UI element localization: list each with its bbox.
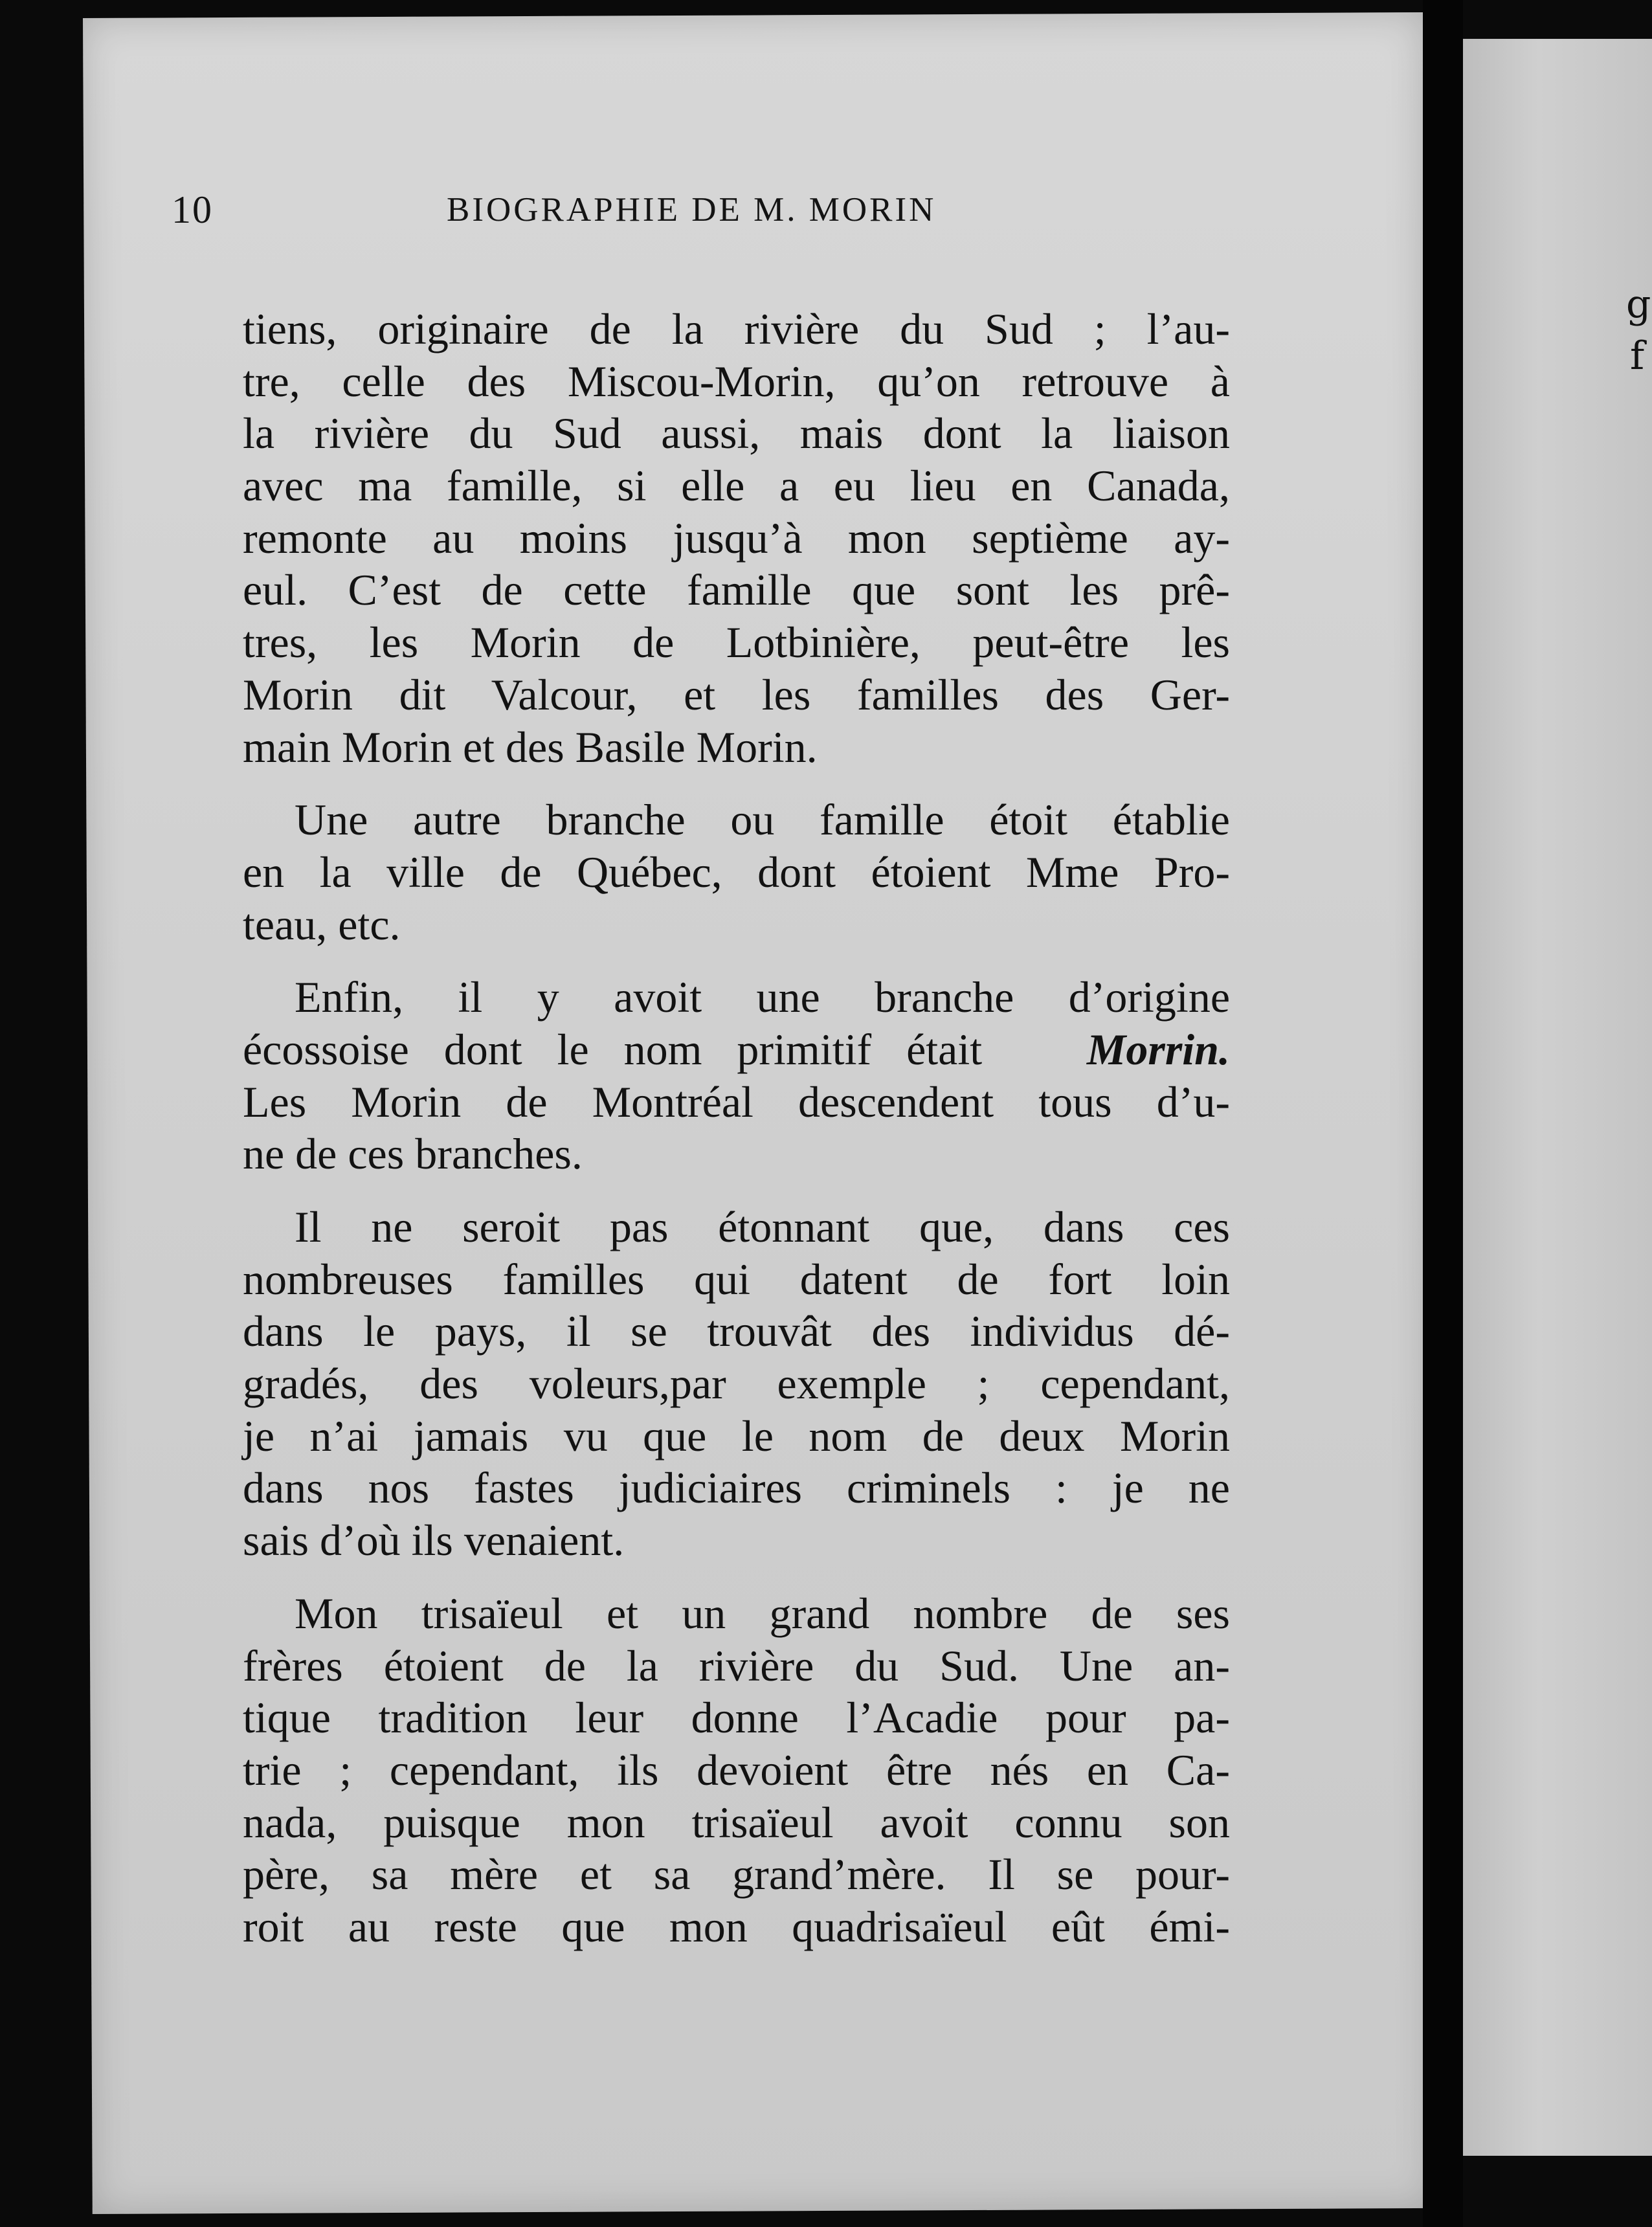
text-line: Une autre branche ou famille étoit établie (295, 795, 1230, 845)
text-line (243, 1024, 1230, 1076)
text-line: avec ma famille, si elle a eu lieu en Canada, (243, 461, 1230, 511)
text-line: remonte au moins jusqu’à mon septième ay- (243, 513, 1230, 563)
facing-page-fragment: f (1630, 333, 1645, 379)
text-line: dans le pays, il se trouvât des individus dé- (243, 1306, 1230, 1356)
paragraph (243, 794, 1230, 950)
text-line: ne de ces branches. (243, 1129, 583, 1179)
paragraph (243, 1201, 1230, 1567)
text-line: Enfin, il y avoit une branche d’origine (295, 972, 1230, 1022)
text-line-roman: écossoise dont le nom primitif était (243, 1024, 983, 1074)
text-line: sais d’où ils venaient. (243, 1516, 625, 1565)
text-line: roit au reste que mon quadrisaïeul eût émi- (243, 1901, 1230, 1951)
text-line: Mon trisaïeul et un grand nombre de ses (295, 1588, 1230, 1638)
text-line: trie ; cependant, ils devoient être nés en Ca- (243, 1745, 1230, 1795)
text-line: tique tradition leur donne l’Acadie pour pa- (243, 1693, 1230, 1743)
text-line: tre, celle des Miscou-Morin, qu’on retrouve à (243, 356, 1230, 406)
facing-page-fragment: g (1626, 282, 1651, 327)
text-line: dans nos fastes judiciaires criminels : je ne (243, 1463, 1230, 1513)
page-gutter (1423, 0, 1463, 2227)
text-line: teau, etc. (243, 899, 401, 949)
text-line: père, sa mère et sa grand’mère. Il se pour- (243, 1850, 1230, 1899)
paragraph (243, 1587, 1230, 1953)
text-line: gradés, des voleurs,par exemple ; cependant, (243, 1359, 1230, 1409)
text-line: eul. C’est de cette famille que sont les prê- (243, 565, 1230, 615)
text-line: tiens, originaire de la rivière du Sud ; l’au- (243, 304, 1230, 353)
text-line: Les Morin de Montréal descendent tous d’u- (243, 1077, 1230, 1126)
text-line: la rivière du Sud aussi, mais dont la liaison (243, 408, 1230, 458)
text-line: nombreuses familles qui datent de fort loin (243, 1254, 1230, 1304)
text-line: main Morin et des Basile Morin. (243, 722, 818, 772)
running-head (172, 188, 1052, 233)
paragraph (243, 303, 1230, 773)
paragraph (243, 971, 1230, 1180)
facing-page-edge (1463, 39, 1652, 2156)
text-line: tres, les Morin de Lotbinière, peut-être les (243, 618, 1230, 667)
text-line: nada, puisque mon trisaïeul avoit connu son (243, 1797, 1230, 1847)
text-line: je n’ai jamais vu que le nom de deux Morin (243, 1411, 1230, 1460)
text-line: frères étoient de la rivière du Sud. Une an- (243, 1640, 1230, 1690)
text-line: Il ne seroit pas étonnant que, dans ces (295, 1202, 1230, 1251)
text-line: en la ville de Québec, dont étoient Mme Pro- (243, 847, 1230, 897)
italic-word: Morrin. (1086, 1024, 1230, 1074)
body-text (243, 303, 1230, 1953)
page-number: 10 (172, 188, 213, 231)
text-line: Morin dit Valcour, et les familles des Ger- (243, 669, 1230, 719)
running-title: BIOGRAPHIE DE M. MORIN (447, 191, 937, 229)
